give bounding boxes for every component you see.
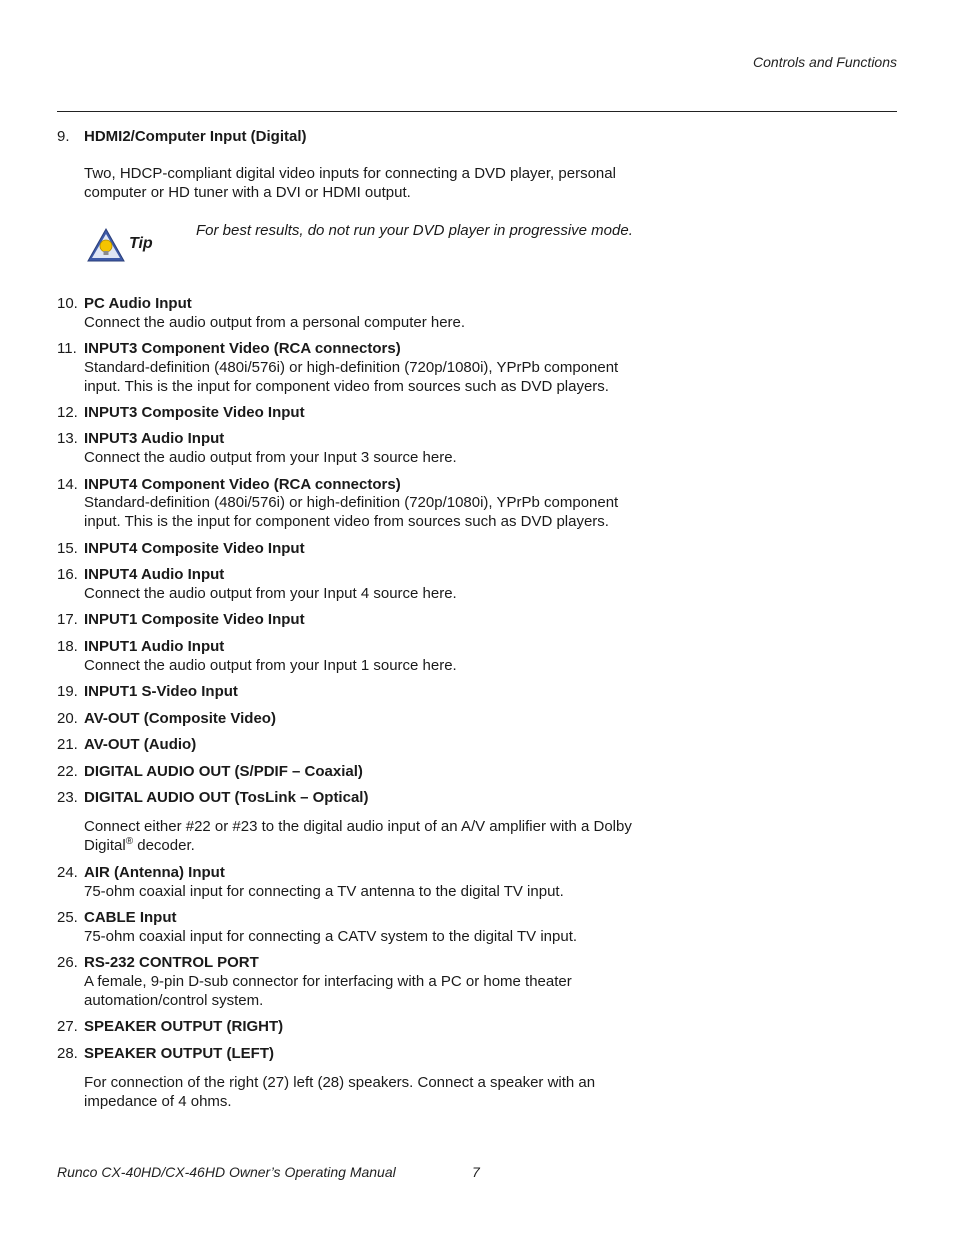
tip-label: Tip	[129, 235, 153, 252]
description-line: input. This is the input for component video from sources such as DVD players.	[84, 513, 609, 530]
item-description	[84, 817, 664, 855]
header-rule	[57, 111, 897, 112]
item-title: HDMI2/Computer Input (Digital)	[84, 128, 307, 145]
description-line: Standard-definition (480i/576i) or high-definition (720p/1080i), YPrPb component	[84, 359, 619, 376]
item-number: 12.	[57, 404, 78, 421]
item-title: DIGITAL AUDIO OUT (TosLink – Optical)	[84, 789, 369, 806]
item-number: 28.	[57, 1045, 78, 1062]
description-text: decoder.	[133, 837, 195, 854]
item-number: 21.	[57, 736, 78, 753]
item-description	[84, 1073, 664, 1111]
item-number: 10.	[57, 295, 78, 312]
item-description: Connect the audio output from your Input 1 source here.	[84, 657, 457, 674]
item-title: SPEAKER OUTPUT (LEFT)	[84, 1045, 274, 1062]
item-number: 13.	[57, 430, 78, 447]
item-number: 25.	[57, 909, 78, 926]
item-title: CABLE Input	[84, 909, 177, 926]
item-number: 27.	[57, 1018, 78, 1035]
item-number: 20.	[57, 710, 78, 727]
item-number: 18.	[57, 638, 78, 655]
tip-lightbulb-icon	[86, 227, 126, 263]
item-title: RS-232 CONTROL PORT	[84, 954, 259, 971]
registered-mark: ®	[125, 836, 134, 847]
page-number: 7	[472, 1164, 480, 1180]
item-title: AIR (Antenna) Input	[84, 864, 225, 881]
item-description: Connect the audio output from your Input 3 source here.	[84, 449, 457, 466]
item-title: PC Audio Input	[84, 295, 192, 312]
item-title: SPEAKER OUTPUT (RIGHT)	[84, 1018, 284, 1035]
description-line: A female, 9-pin D-sub connector for interfacing with a PC or home theater	[84, 973, 572, 990]
item-description: Connect the audio output from a personal computer here.	[84, 314, 466, 331]
item-title: INPUT3 Composite Video Input	[84, 404, 305, 421]
item-number: 23.	[57, 789, 78, 806]
item-number: 16.	[57, 566, 78, 583]
item-description	[84, 493, 664, 531]
description-line: Two, HDCP-compliant digital video inputs for connecting a DVD player, personal	[84, 165, 616, 182]
item-number: 17.	[57, 611, 78, 628]
description-line: impedance of 4 ohms.	[84, 1093, 232, 1110]
item-description	[84, 164, 664, 202]
item-number: 9.	[57, 128, 70, 145]
item-description: 75-ohm coaxial input for connecting a TV antenna to the digital TV input.	[84, 883, 564, 900]
item-title: INPUT1 S-Video Input	[84, 683, 238, 700]
item-title: INPUT1 Audio Input	[84, 638, 225, 655]
item-title: INPUT3 Audio Input	[84, 430, 225, 447]
item-description: 75-ohm coaxial input for connecting a CATV system to the digital TV input.	[84, 928, 578, 945]
description-line: computer or HD tuner with a DVI or HDMI output.	[84, 184, 411, 201]
item-title: INPUT1 Composite Video Input	[84, 611, 305, 628]
item-number: 15.	[57, 540, 78, 557]
description-line: For connection of the right (27) left (28) speakers. Connect a speaker with an	[84, 1074, 596, 1091]
footer-manual-title: Runco CX-40HD/CX-46HD Owner’s Operating Manual	[57, 1164, 396, 1180]
item-title: INPUT4 Composite Video Input	[84, 540, 305, 557]
item-description	[84, 358, 664, 396]
description-line: Connect either #22 or #23 to the digital audio input of an A/V amplifier with a Dolby	[84, 818, 632, 835]
description-line: automation/control system.	[84, 992, 264, 1009]
item-title: DIGITAL AUDIO OUT (S/PDIF – Coaxial)	[84, 763, 363, 780]
item-title: AV-OUT (Audio)	[84, 736, 197, 753]
tip-text: For best results, do not run your DVD player in progressive mode.	[196, 222, 633, 239]
description-line: input. This is the input for component video from sources such as DVD players.	[84, 378, 609, 395]
item-description: Connect the audio output from your Input 4 source here.	[84, 585, 457, 602]
running-header: Controls and Functions	[753, 54, 897, 70]
item-number: 11.	[57, 340, 77, 357]
item-title: INPUT4 Component Video (RCA connectors)	[84, 476, 401, 493]
item-description	[84, 972, 664, 1010]
description-text: Digital	[84, 837, 126, 854]
item-title: INPUT4 Audio Input	[84, 566, 225, 583]
item-number: 24.	[57, 864, 78, 881]
description-line	[84, 836, 664, 855]
description-line: Standard-definition (480i/576i) or high-definition (720p/1080i), YPrPb component	[84, 494, 619, 511]
item-title: INPUT3 Component Video (RCA connectors)	[84, 340, 401, 357]
item-number: 14.	[57, 476, 78, 493]
item-number: 22.	[57, 763, 78, 780]
item-number: 26.	[57, 954, 78, 971]
item-title: AV-OUT (Composite Video)	[84, 710, 276, 727]
item-number: 19.	[57, 683, 78, 700]
